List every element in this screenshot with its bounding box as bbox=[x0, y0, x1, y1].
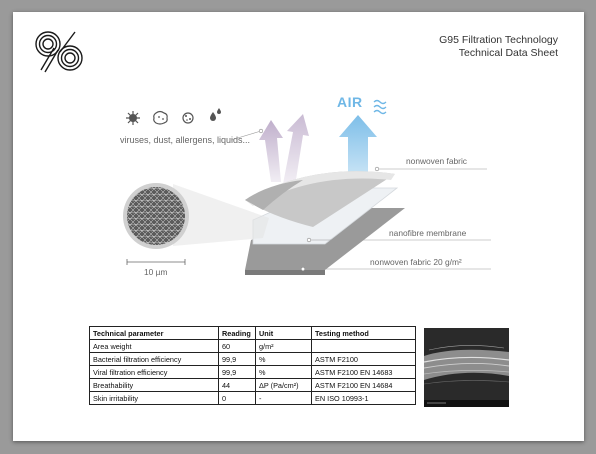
table-cell: g/m² bbox=[256, 340, 312, 353]
table-cell: Skin irritability bbox=[90, 392, 219, 405]
column-header: Unit bbox=[256, 327, 312, 340]
table-cell: ASTM F2100 EN 14684 bbox=[312, 379, 416, 392]
table-cell: 99,9 bbox=[219, 353, 256, 366]
table-cell: EN ISO 10993-1 bbox=[312, 392, 416, 405]
filter-layers-diagram bbox=[13, 12, 584, 312]
table-cell: ASTM F2100 bbox=[312, 353, 416, 366]
layer-label-nonwoven-bottom: nonwoven fabric 20 g/m² bbox=[370, 257, 462, 267]
data-sheet-page bbox=[13, 12, 584, 441]
blocked-arrows bbox=[259, 114, 309, 186]
column-header: Testing method bbox=[312, 327, 416, 340]
layer-label-nonwoven-top: nonwoven fabric bbox=[406, 156, 467, 166]
table-cell: ASTM F2100 EN 14683 bbox=[312, 366, 416, 379]
scale-bar bbox=[127, 259, 185, 265]
virus-icon bbox=[126, 111, 140, 125]
table-cell: - bbox=[256, 392, 312, 405]
table-row bbox=[90, 379, 416, 392]
table-cell: Bacterial filtration efficiency bbox=[90, 353, 219, 366]
table-cell: Breathability bbox=[90, 379, 219, 392]
table-row bbox=[90, 392, 416, 405]
column-header: Reading bbox=[219, 327, 256, 340]
document-subtitle: Technical Data Sheet bbox=[458, 47, 558, 59]
column-header: Technical parameter bbox=[90, 327, 219, 340]
table-cell: 44 bbox=[219, 379, 256, 392]
liquid-drops-icon bbox=[210, 108, 221, 121]
table-cell: Viral filtration efficiency bbox=[90, 366, 219, 379]
company-title: G95 Filtration Technology bbox=[439, 34, 558, 46]
layer-label-nanofibre: nanofibre membrane bbox=[389, 228, 467, 238]
table-header-row bbox=[90, 327, 416, 340]
scale-label: 10 µm bbox=[144, 267, 168, 277]
contaminants-label: viruses, dust, allergens, liquids... bbox=[120, 135, 251, 145]
air-label: AIR bbox=[337, 94, 363, 110]
air-waves-icon bbox=[374, 101, 386, 114]
sem-micrograph-image bbox=[424, 328, 509, 407]
table-cell bbox=[312, 340, 416, 353]
dust-icon bbox=[154, 112, 167, 125]
table-cell: % bbox=[256, 366, 312, 379]
table-cell: 99,9 bbox=[219, 366, 256, 379]
table-row bbox=[90, 353, 416, 366]
table-cell: % bbox=[256, 353, 312, 366]
technical-parameters-table bbox=[89, 326, 416, 405]
table-cell: Area weight bbox=[90, 340, 219, 353]
table-cell: ΔP (Pa/cm²) bbox=[256, 379, 312, 392]
table-row bbox=[90, 366, 416, 379]
table-cell: 0 bbox=[219, 392, 256, 405]
allergen-icon bbox=[183, 113, 193, 123]
magnified-fibre-view bbox=[123, 183, 269, 249]
table-cell: 60 bbox=[219, 340, 256, 353]
table-row bbox=[90, 340, 416, 353]
